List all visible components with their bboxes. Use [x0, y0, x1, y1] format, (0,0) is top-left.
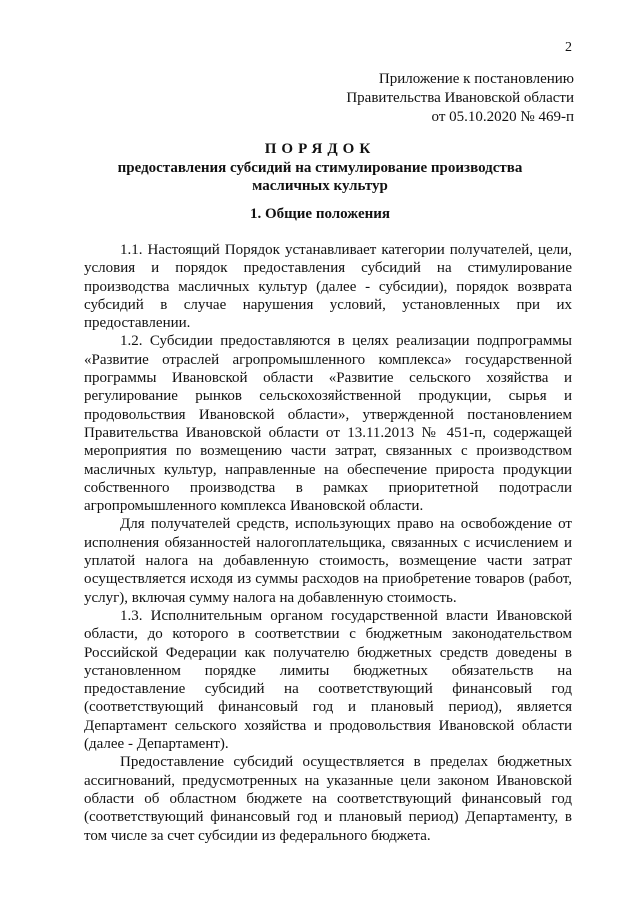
appendix-line-1: Приложение к постановлению	[378, 71, 574, 87]
paragraph-1-3: 1.3. Исполнительным органом государственной власти Ивановской области, до которого в соответствии с бюджетным законодательством Российской Федерации как получателю бюджетных средств доведены в установленном порядке лимиты бюджетных обязательств на предоставление субсидий на соответствующий финансовый год (соответствующий финансовый год и плановый период), является Департамент сельского хозяйства и продовольствия Ивановской области (далее - Департамент).	[84, 607, 572, 753]
title-main: ПОРЯДОК	[264, 141, 376, 157]
appendix-line-2: Правительства Ивановской области	[346, 90, 574, 106]
paragraph-1-2: 1.2. Субсидии предоставляются в целях реализации подпрограммы «Развитие отраслей агропромышленного комплекса» государственной программы Ивановской области «Развитие сельского хозяйства и регулирование рынков сельскохозяйственной продукции, сырья и продовольствия Ивановской области», утвержденной постановлением Правительства Ивановской области от 13.11.2013 № 451-п, содержащей мероприятия по возмещению части затрат, связанных с производством масличных культур, направленные на обеспечение прироста продукции собственного производства в рамках приоритетной подотрасли агропромышленного комплекса Ивановской области.	[84, 333, 572, 515]
paragraph-1-1: 1.1. Настоящий Порядок устанавливает категории получателей, цели, условия и порядок предоставления субсидий на стимулирование производства масличных культур (далее - субсидии), порядок возврата субсидий в случае нарушения условий, установленных при их предоставлении.	[84, 242, 572, 332]
title-line-2: масличных культур	[252, 178, 388, 194]
paragraph-1-3-budget: Предоставление субсидий осуществляется в пределах бюджетных ассигнований, предусмотренных на указанные цели законом Ивановской области об областном бюджете на соответствующий финансовый год (соответствующий финансовый год и плановый период) Департаменту, в том числе за счет субсидии из федерального бюджета.	[84, 754, 572, 844]
appendix-line-3: от 05.10.2020 № 469-п	[431, 109, 574, 125]
section-heading: 1. Общие положения	[249, 206, 391, 222]
body-text	[84, 241, 572, 845]
document-title	[0, 140, 640, 195]
page-number: 2	[565, 40, 572, 55]
appendix-note	[346, 70, 574, 127]
paragraph-1-2-vat: Для получателей средств, использующих право на освобождение от исполнения обязанностей налогоплательщика, связанных с исчислением и уплатой налога на добавленную стоимость, возмещение части затрат осуществляется исходя из суммы расходов на приобретение товаров (работ, услуг), включая сумму налога на добавленную стоимость.	[84, 516, 572, 606]
title-line-1: предоставления субсидий на стимулирование производства	[117, 160, 523, 176]
